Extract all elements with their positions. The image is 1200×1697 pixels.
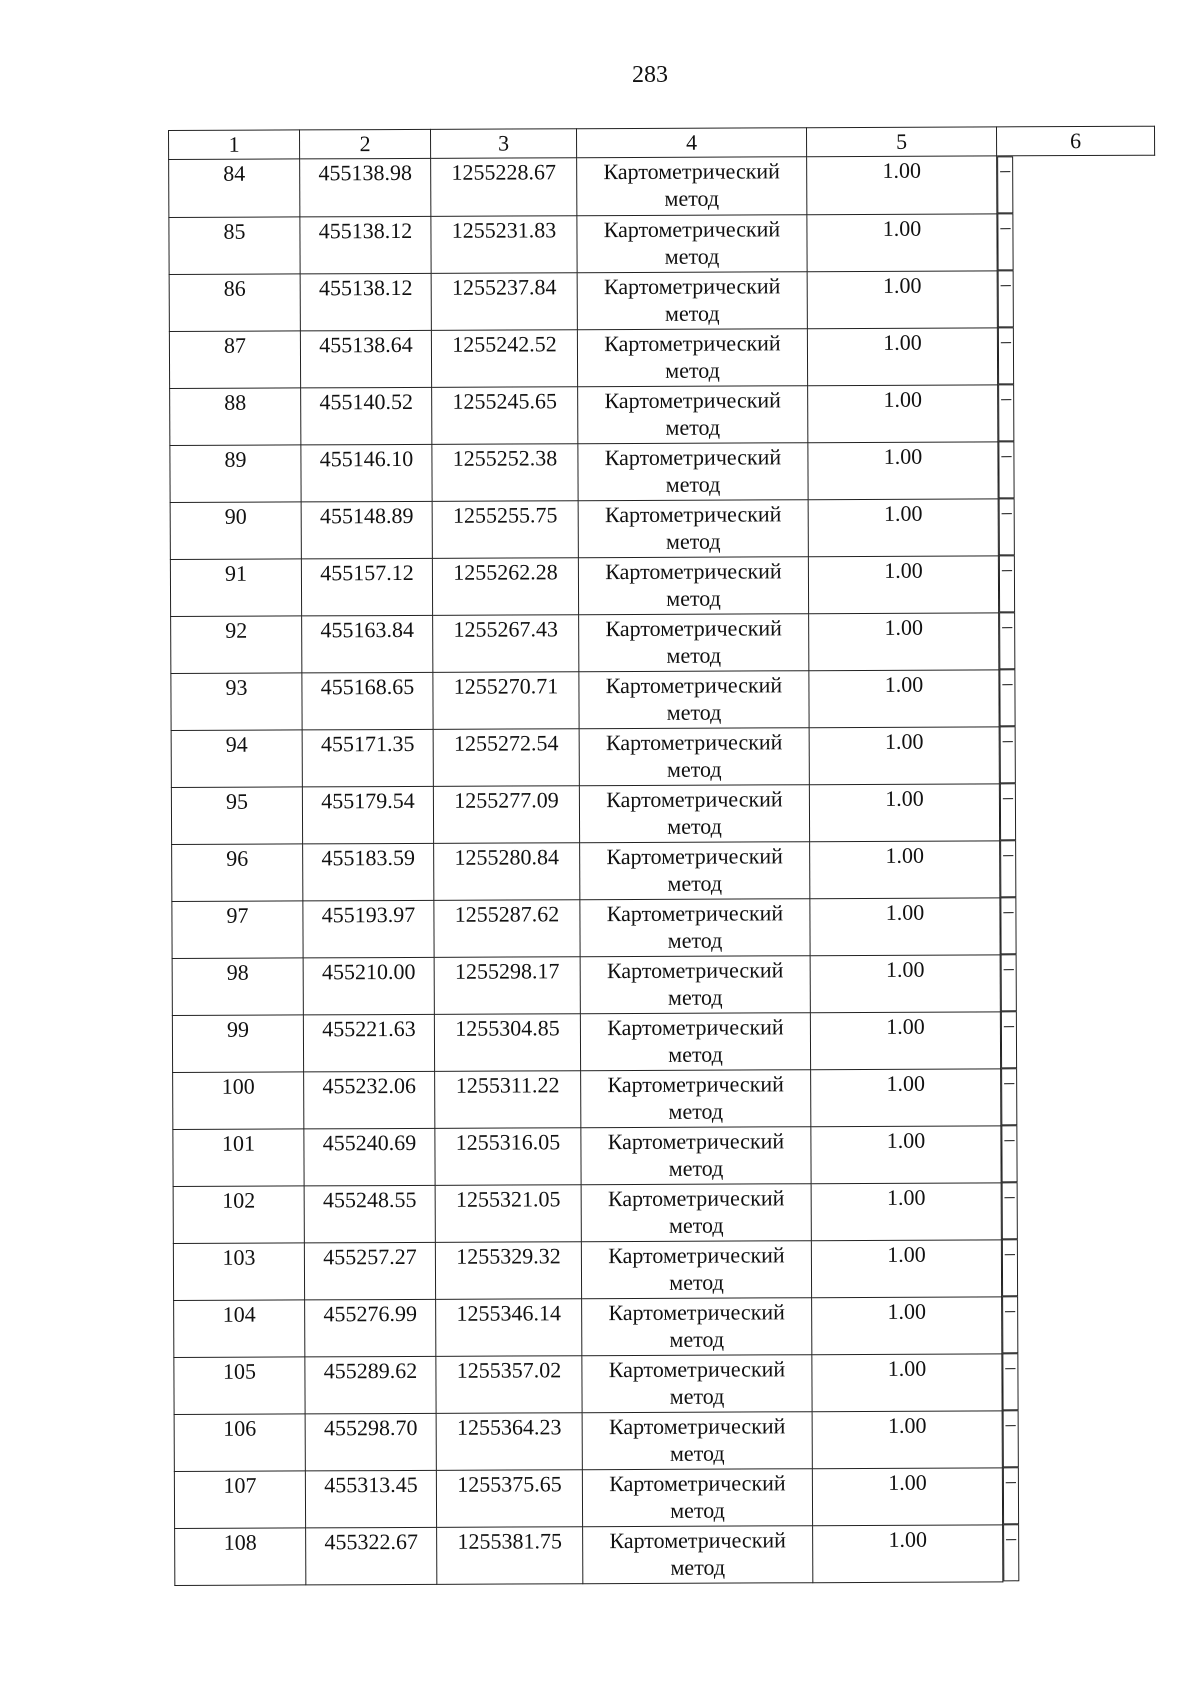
note-cell: – bbox=[998, 441, 1014, 498]
x-coordinate-cell: 455240.69 bbox=[304, 1128, 435, 1186]
y-coordinate-cell: 1255298.17 bbox=[434, 956, 580, 1014]
page-number: 283 bbox=[632, 62, 668, 88]
accuracy-cell: 1.00 bbox=[808, 441, 998, 499]
point-number-cell: 98 bbox=[172, 957, 303, 1015]
method-cell: Картометрический метод bbox=[581, 1240, 811, 1298]
x-coordinate-cell: 455322.67 bbox=[306, 1527, 437, 1585]
method-cell: Картометрический метод bbox=[578, 556, 808, 614]
method-cell: Картометрический метод bbox=[580, 1012, 810, 1070]
table-row bbox=[170, 555, 1156, 616]
table-row bbox=[172, 840, 1158, 901]
y-coordinate-cell: 1255287.62 bbox=[434, 899, 580, 957]
table-row bbox=[169, 155, 1155, 217]
table-row bbox=[171, 669, 1157, 730]
note-cell: – bbox=[1000, 783, 1016, 840]
y-coordinate-cell: 1255270.71 bbox=[433, 671, 579, 729]
table-row bbox=[171, 726, 1157, 787]
accuracy-cell: 1.00 bbox=[809, 726, 999, 784]
table-row bbox=[173, 1068, 1159, 1129]
note-cell: – bbox=[1003, 1410, 1019, 1467]
method-cell: Картометрический метод bbox=[577, 328, 807, 386]
y-coordinate-cell: 1255280.84 bbox=[434, 842, 580, 900]
accuracy-cell: 1.00 bbox=[809, 783, 999, 841]
x-coordinate-cell: 455146.10 bbox=[301, 444, 432, 502]
note-cell: – bbox=[999, 498, 1015, 555]
point-number-cell: 85 bbox=[169, 216, 300, 274]
table-row bbox=[170, 441, 1156, 502]
point-number-cell: 101 bbox=[173, 1128, 304, 1186]
column-header-5: 5 bbox=[806, 127, 996, 157]
accuracy-cell: 1.00 bbox=[809, 612, 999, 670]
method-cell: Картометрический метод bbox=[582, 1411, 812, 1469]
note-cell: – bbox=[1000, 726, 1016, 783]
method-cell: Картометрический метод bbox=[578, 442, 808, 500]
accuracy-cell: 1.00 bbox=[807, 327, 997, 385]
x-coordinate-cell: 455289.62 bbox=[305, 1356, 436, 1414]
table-row bbox=[169, 270, 1155, 331]
column-header-2: 2 bbox=[300, 129, 431, 159]
x-coordinate-cell: 455138.12 bbox=[300, 273, 431, 331]
x-coordinate-cell: 455313.45 bbox=[305, 1470, 436, 1528]
table-row bbox=[171, 612, 1157, 673]
note-cell: – bbox=[1003, 1467, 1019, 1524]
y-coordinate-cell: 1255228.67 bbox=[431, 158, 577, 216]
point-number-cell: 105 bbox=[174, 1356, 305, 1414]
method-cell: Картометрический метод bbox=[577, 271, 807, 329]
accuracy-cell: 1.00 bbox=[811, 1125, 1001, 1183]
table-row bbox=[174, 1410, 1160, 1471]
note-cell: – bbox=[998, 327, 1014, 384]
accuracy-cell: 1.00 bbox=[808, 555, 998, 613]
y-coordinate-cell: 1255252.38 bbox=[432, 443, 578, 501]
method-cell: Картометрический метод bbox=[582, 1468, 812, 1526]
x-coordinate-cell: 455298.70 bbox=[305, 1413, 436, 1471]
table-row bbox=[170, 498, 1156, 559]
note-cell: – bbox=[1003, 1524, 1019, 1581]
method-cell: Картометрический метод bbox=[581, 1069, 811, 1127]
accuracy-cell: 1.00 bbox=[810, 840, 1000, 898]
point-number-cell: 103 bbox=[173, 1242, 304, 1300]
method-cell: Картометрический метод bbox=[579, 727, 809, 785]
table-row bbox=[175, 1524, 1161, 1585]
x-coordinate-cell: 455138.98 bbox=[300, 158, 431, 216]
point-number-cell: 108 bbox=[175, 1527, 306, 1585]
column-header-1: 1 bbox=[169, 130, 300, 160]
method-cell: Картометрический метод bbox=[578, 385, 808, 443]
y-coordinate-cell: 1255304.85 bbox=[434, 1013, 580, 1071]
x-coordinate-cell: 455138.64 bbox=[300, 330, 431, 388]
note-cell: – bbox=[1002, 1353, 1018, 1410]
method-cell: Картометрический метод bbox=[577, 214, 807, 272]
method-cell: Картометрический метод bbox=[581, 1126, 811, 1184]
accuracy-cell: 1.00 bbox=[808, 384, 998, 442]
note-cell: – bbox=[1001, 1068, 1017, 1125]
y-coordinate-cell: 1255262.28 bbox=[432, 557, 578, 615]
accuracy-cell: 1.00 bbox=[810, 1011, 1000, 1069]
table-header-row bbox=[169, 126, 1155, 159]
table-row bbox=[169, 213, 1155, 274]
x-coordinate-cell: 455232.06 bbox=[304, 1071, 435, 1129]
y-coordinate-cell: 1255357.02 bbox=[436, 1355, 582, 1413]
point-number-cell: 91 bbox=[170, 558, 301, 616]
x-coordinate-cell: 455221.63 bbox=[303, 1014, 434, 1072]
note-cell: – bbox=[998, 384, 1014, 441]
x-coordinate-cell: 455193.97 bbox=[303, 900, 434, 958]
x-coordinate-cell: 455138.12 bbox=[300, 216, 431, 274]
y-coordinate-cell: 1255231.83 bbox=[431, 215, 577, 273]
accuracy-cell: 1.00 bbox=[812, 1467, 1002, 1525]
y-coordinate-cell: 1255245.65 bbox=[432, 386, 578, 444]
point-number-cell: 86 bbox=[169, 273, 300, 331]
x-coordinate-cell: 455171.35 bbox=[302, 729, 433, 787]
table-row bbox=[171, 783, 1157, 844]
table-row bbox=[174, 1467, 1160, 1528]
accuracy-cell: 1.00 bbox=[807, 213, 997, 271]
note-cell: – bbox=[1002, 1182, 1018, 1239]
table-row bbox=[173, 1182, 1159, 1243]
point-number-cell: 88 bbox=[170, 387, 301, 445]
point-number-cell: 102 bbox=[173, 1185, 304, 1243]
y-coordinate-cell: 1255321.05 bbox=[435, 1184, 581, 1242]
y-coordinate-cell: 1255267.43 bbox=[433, 614, 579, 672]
point-number-cell: 96 bbox=[172, 843, 303, 901]
accuracy-cell: 1.00 bbox=[812, 1410, 1002, 1468]
method-cell: Картометрический метод bbox=[579, 613, 809, 671]
point-number-cell: 100 bbox=[173, 1071, 304, 1129]
method-cell: Картометрический метод bbox=[578, 499, 808, 557]
y-coordinate-cell: 1255381.75 bbox=[437, 1526, 583, 1584]
accuracy-cell: 1.00 bbox=[809, 669, 999, 727]
x-coordinate-cell: 455157.12 bbox=[301, 558, 432, 616]
note-cell: – bbox=[998, 270, 1014, 327]
table-row bbox=[172, 954, 1158, 1015]
method-cell: Картометрический метод bbox=[580, 898, 810, 956]
table-row bbox=[170, 384, 1156, 445]
point-number-cell: 107 bbox=[174, 1470, 305, 1528]
y-coordinate-cell: 1255237.84 bbox=[431, 272, 577, 330]
table-row bbox=[174, 1296, 1160, 1357]
point-number-cell: 99 bbox=[172, 1014, 303, 1072]
point-number-cell: 89 bbox=[170, 444, 301, 502]
accuracy-cell: 1.00 bbox=[811, 1239, 1001, 1297]
accuracy-cell: 1.00 bbox=[813, 1524, 1003, 1582]
method-cell: Картометрический метод bbox=[579, 670, 809, 728]
note-cell: – bbox=[997, 213, 1013, 270]
x-coordinate-cell: 455248.55 bbox=[304, 1185, 435, 1243]
x-coordinate-cell: 455179.54 bbox=[302, 786, 433, 844]
accuracy-cell: 1.00 bbox=[810, 897, 1000, 955]
point-number-cell: 90 bbox=[170, 501, 301, 559]
method-cell: Картометрический метод bbox=[582, 1297, 812, 1355]
point-number-cell: 93 bbox=[171, 672, 302, 730]
point-number-cell: 104 bbox=[174, 1299, 305, 1357]
column-header-6: 6 bbox=[996, 126, 1154, 156]
table-row bbox=[174, 1353, 1160, 1414]
accuracy-cell: 1.00 bbox=[810, 954, 1000, 1012]
column-header-3: 3 bbox=[430, 129, 576, 159]
note-cell: – bbox=[1002, 1296, 1018, 1353]
note-cell: – bbox=[1002, 1239, 1018, 1296]
point-number-cell: 84 bbox=[169, 159, 300, 217]
note-cell: – bbox=[1000, 897, 1016, 954]
point-number-cell: 92 bbox=[171, 615, 302, 673]
note-cell: – bbox=[997, 156, 1013, 213]
accuracy-cell: 1.00 bbox=[811, 1068, 1001, 1126]
y-coordinate-cell: 1255242.52 bbox=[431, 329, 577, 387]
method-cell: Картометрический метод bbox=[581, 1183, 811, 1241]
column-header-4: 4 bbox=[576, 128, 806, 158]
x-coordinate-cell: 455163.84 bbox=[302, 615, 433, 673]
table-row bbox=[172, 1011, 1158, 1072]
method-cell: Картометрический метод bbox=[579, 784, 809, 842]
y-coordinate-cell: 1255311.22 bbox=[435, 1070, 581, 1128]
point-number-cell: 87 bbox=[169, 330, 300, 388]
table-row bbox=[173, 1239, 1159, 1300]
accuracy-cell: 1.00 bbox=[811, 1182, 1001, 1240]
accuracy-cell: 1.00 bbox=[807, 156, 997, 214]
accuracy-cell: 1.00 bbox=[812, 1353, 1002, 1411]
y-coordinate-cell: 1255364.23 bbox=[436, 1412, 582, 1470]
table-row bbox=[172, 897, 1158, 958]
accuracy-cell: 1.00 bbox=[807, 270, 997, 328]
x-coordinate-cell: 455183.59 bbox=[303, 843, 434, 901]
method-cell: Картометрический метод bbox=[580, 955, 810, 1013]
x-coordinate-cell: 455148.89 bbox=[301, 501, 432, 559]
table-row bbox=[169, 327, 1155, 388]
note-cell: – bbox=[1001, 1011, 1017, 1068]
note-cell: – bbox=[1001, 1125, 1017, 1182]
x-coordinate-cell: 455210.00 bbox=[303, 957, 434, 1015]
method-cell: Картометрический метод bbox=[580, 841, 810, 899]
y-coordinate-cell: 1255329.32 bbox=[435, 1241, 581, 1299]
x-coordinate-cell: 455276.99 bbox=[305, 1299, 436, 1357]
note-cell: – bbox=[1001, 954, 1017, 1011]
y-coordinate-cell: 1255375.65 bbox=[436, 1469, 582, 1527]
note-cell: – bbox=[999, 612, 1015, 669]
accuracy-cell: 1.00 bbox=[812, 1296, 1002, 1354]
table-body bbox=[169, 155, 1161, 1585]
note-cell: – bbox=[1000, 840, 1016, 897]
y-coordinate-cell: 1255255.75 bbox=[432, 500, 578, 558]
point-number-cell: 95 bbox=[171, 786, 302, 844]
y-coordinate-cell: 1255316.05 bbox=[435, 1127, 581, 1185]
accuracy-cell: 1.00 bbox=[808, 498, 998, 556]
y-coordinate-cell: 1255346.14 bbox=[436, 1298, 582, 1356]
method-cell: Картометрический метод bbox=[577, 157, 807, 216]
note-cell: – bbox=[999, 669, 1015, 726]
y-coordinate-cell: 1255272.54 bbox=[433, 728, 579, 786]
point-number-cell: 106 bbox=[174, 1413, 305, 1471]
point-number-cell: 97 bbox=[172, 900, 303, 958]
x-coordinate-cell: 455140.52 bbox=[301, 387, 432, 445]
x-coordinate-cell: 455257.27 bbox=[304, 1242, 435, 1300]
point-number-cell: 94 bbox=[171, 729, 302, 787]
note-cell: – bbox=[999, 555, 1015, 612]
table-row bbox=[173, 1125, 1159, 1186]
y-coordinate-cell: 1255277.09 bbox=[433, 785, 579, 843]
x-coordinate-cell: 455168.65 bbox=[302, 672, 433, 730]
method-cell: Картометрический метод bbox=[583, 1525, 813, 1583]
method-cell: Картометрический метод bbox=[582, 1354, 812, 1412]
coordinates-table bbox=[168, 126, 1161, 1586]
